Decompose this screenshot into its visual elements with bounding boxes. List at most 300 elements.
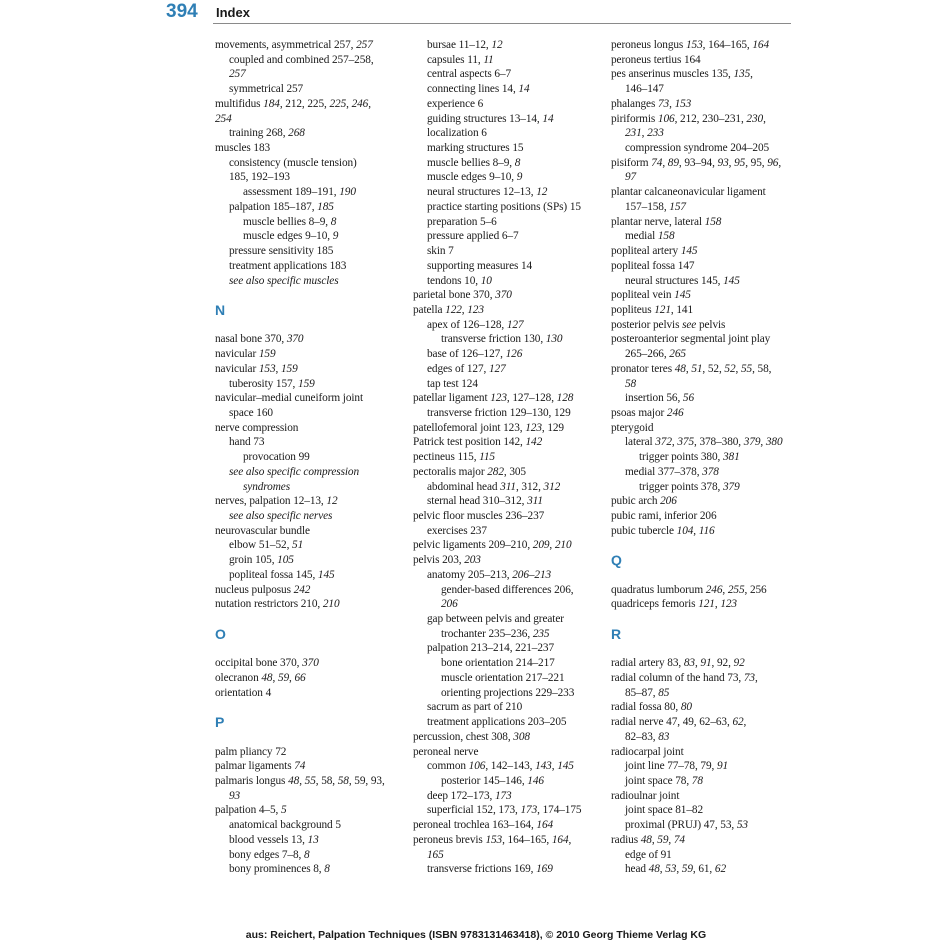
entry-text-italic: 92 [733, 657, 745, 670]
index-entry [611, 112, 796, 127]
entry-text: common [427, 760, 469, 773]
index-subentry [611, 759, 796, 774]
index-subentry [215, 480, 405, 495]
entry-text-italic: 12 [326, 495, 338, 508]
page-number: 394 [166, 1, 198, 22]
index-entry [611, 332, 796, 347]
entry-text: consistency (muscle tension) [229, 156, 357, 169]
index-entry [611, 833, 796, 848]
entry-text: , [461, 303, 468, 316]
entry-text-italic: 246 [666, 406, 684, 419]
entry-text-italic: 308 [513, 730, 530, 743]
entry-text-italic: 12 [536, 186, 548, 199]
index-subentry [413, 53, 603, 68]
index-subentry [413, 759, 603, 774]
entry-text: training 268, [229, 127, 289, 140]
entry-text-italic: 173 [520, 804, 538, 817]
entry-text-italic: 106 [657, 112, 675, 125]
entry-text: muscle bellies 8–9, [427, 156, 515, 169]
entry-text: joint line 77–78, 79, [625, 760, 717, 773]
entry-text: pelvis [696, 318, 726, 331]
index-entry [611, 362, 796, 377]
entry-text-italic: 209 [532, 539, 550, 552]
entry-text: base of 126–127, [427, 348, 506, 361]
entry-text-italic: see also specific nerves [229, 510, 333, 522]
entry-text: , [750, 68, 753, 81]
index-subentry [215, 259, 405, 274]
index-subentry [413, 524, 603, 539]
entry-text: palmar ligaments [215, 760, 295, 773]
entry-text: , [668, 833, 674, 846]
index-subentry [611, 803, 796, 818]
entry-text-italic: 123 [467, 303, 484, 316]
index-subentry [215, 170, 405, 185]
entry-text-italic: 127 [488, 362, 506, 375]
entry-text: , 52, [702, 362, 725, 375]
entry-text: popliteal fossa 145, [229, 568, 318, 581]
index-subentry [413, 318, 603, 333]
entry-text: gender-based differences 206, [441, 583, 574, 596]
entry-text-italic: 14 [542, 112, 554, 125]
entry-text-italic: 157 [669, 200, 686, 213]
entry-text-italic: 153 [485, 833, 503, 846]
entry-text: , [685, 362, 692, 375]
index-entry [611, 156, 796, 171]
index-entry [413, 509, 603, 524]
entry-text: , 305 [503, 465, 526, 478]
entry-text: , [272, 671, 278, 684]
entry-text-italic: 311 [500, 480, 516, 493]
entry-text: groin 105, [229, 554, 278, 567]
entry-text: transverse friction 130, [441, 333, 546, 346]
entry-text-italic: 93 [229, 789, 241, 802]
index-subentry [611, 377, 796, 392]
entry-text: navicular [215, 348, 259, 361]
index-entry [611, 745, 796, 760]
index-subentry [611, 862, 796, 877]
index-entry [413, 730, 603, 745]
entry-text: , 58, [315, 774, 338, 787]
index-subentry [215, 848, 405, 863]
entry-text: popliteal vein [611, 289, 675, 302]
entry-text: deep 172–173, [427, 789, 495, 802]
entry-text: palpation 185–187, [229, 200, 318, 213]
entry-text-italic: 97 [625, 171, 637, 184]
entry-text-italic: 311 [527, 495, 543, 508]
index-subentry [413, 700, 603, 715]
entry-text-italic: 242 [293, 583, 311, 596]
entry-text: muscle bellies 8–9, [243, 215, 331, 228]
index-entry [413, 391, 603, 406]
entry-text: , 312, [515, 480, 544, 493]
index-entry [413, 421, 603, 436]
index-entry [413, 538, 603, 553]
index-subentry [215, 538, 405, 553]
entry-text-italic: 121 [654, 303, 671, 316]
entry-text-italic: 158 [657, 230, 675, 243]
entry-text: occipital bone 370, [215, 657, 303, 670]
index-entry [215, 745, 405, 760]
index-subentry [215, 244, 405, 259]
index-entry [611, 700, 796, 715]
index-entry [413, 288, 603, 303]
entry-text: piriformis [611, 112, 658, 125]
index-entry [611, 244, 796, 259]
index-subentry [215, 126, 405, 141]
entry-text-italic: 145 [557, 760, 574, 773]
entry-text: palmaris longus [215, 774, 289, 787]
entry-text: guiding structures 13–14, [427, 112, 543, 125]
entry-text-italic: 257 [229, 68, 246, 81]
entry-text: peroneus longus [611, 39, 686, 51]
entry-text-italic: 8 [303, 848, 310, 861]
entry-text-italic: 165 [427, 848, 444, 861]
entry-text-italic: 210 [554, 539, 572, 552]
index-subentry [611, 450, 796, 465]
entry-text-italic: 55 [304, 774, 316, 787]
entry-text-italic: 48 [261, 671, 273, 684]
entry-text: , [299, 774, 305, 787]
entry-text-italic: 85 [658, 686, 670, 699]
entry-text: plantar calcaneonavicular ligament [611, 186, 766, 199]
entry-text: parietal bone 370, [413, 289, 496, 302]
entry-text-italic: 83 [683, 657, 695, 670]
entry-text-italic: 153 [258, 362, 276, 375]
entry-text: pelvis 203, [413, 554, 465, 567]
entry-text-italic: 123 [720, 598, 737, 611]
entry-text: medial 377–378, [625, 465, 703, 478]
entry-text: transverse friction 129–130, 129 [427, 406, 571, 419]
entry-text: , 142–143, [485, 760, 536, 773]
entry-text: pelvic ligaments 209–210, [413, 539, 533, 552]
index-subentry [215, 274, 405, 289]
index-subentry [413, 170, 603, 185]
entry-text: , [568, 833, 572, 846]
entry-text-italic: see also specific compression [229, 465, 360, 478]
entry-text: palpation 4–5, [215, 804, 281, 817]
index-subentry [413, 627, 603, 642]
entry-text-italic: 265 [669, 348, 686, 361]
index-entry [215, 38, 405, 53]
entry-text: plantar nerve, lateral [611, 215, 705, 228]
entry-text: trigger points 380, [639, 451, 723, 464]
entry-text-italic: 158 [704, 215, 722, 228]
entry-text-italic: 13 [307, 833, 319, 846]
entry-text: pectineus 115, [413, 451, 480, 464]
entry-text: proximal (PRUJ) 47, 53, [625, 819, 737, 832]
entry-text-italic: 246 [705, 583, 723, 596]
entry-text-italic: 5 [280, 804, 287, 817]
entry-text: treatment applications 203–205 [427, 716, 567, 729]
entry-text: orienting projections 229–233 [441, 686, 575, 699]
index-entry [215, 141, 405, 156]
index-entry [215, 524, 405, 539]
entry-text: radial artery 83, [611, 657, 684, 670]
entry-text: skin 7 [427, 245, 454, 258]
entry-text-italic: see also specific muscles [229, 274, 339, 287]
entry-text: , [754, 671, 758, 684]
entry-text-italic: 130 [545, 333, 563, 346]
entry-text: navicular–medial cuneiform joint [215, 392, 364, 405]
entry-text: pectoralis major [413, 465, 488, 478]
index-subentry [611, 126, 796, 141]
entry-text-italic: 184 [263, 97, 280, 110]
index-entry [215, 421, 405, 436]
entry-text-italic: 91 [700, 657, 712, 670]
entry-text-italic: 153 [674, 97, 692, 110]
index-subentry [611, 848, 796, 863]
entry-text-italic: 74 [294, 760, 306, 773]
index-subentry [215, 568, 405, 583]
section-letter-r: R [611, 626, 622, 643]
index-subentry [611, 730, 796, 745]
entry-text: practice starting positions (SPs) 15 [427, 200, 581, 213]
entry-text: localization 6 [427, 127, 487, 140]
entry-text-italic: 375 [677, 436, 695, 449]
entry-text: neural structures 12–13, [427, 186, 537, 199]
entry-text: patella [413, 303, 446, 316]
entry-text: , 92, [711, 657, 734, 670]
index-subentry [413, 200, 603, 215]
index-entry [611, 715, 796, 730]
index-column-3 [611, 38, 796, 877]
index-subentry [413, 612, 603, 627]
index-subentry [215, 435, 405, 450]
index-entry [215, 332, 405, 347]
index-subentry [611, 200, 796, 215]
entry-text: , 378–380, [694, 436, 744, 449]
index-entry [413, 303, 603, 318]
entry-text: , [671, 436, 678, 449]
entry-text-italic: 135 [733, 68, 751, 81]
entry-text: medial [625, 230, 658, 243]
entry-text: 185, 192–193 [229, 171, 290, 184]
entry-text: , 59, 93, [348, 774, 385, 787]
entry-text-italic: 123 [525, 421, 542, 434]
entry-text: , 141 [670, 303, 694, 316]
entry-text: navicular [215, 362, 259, 375]
entry-text: , 164–165, [702, 39, 753, 51]
index-subentry [413, 671, 603, 686]
entry-text-italic: 370 [286, 333, 304, 346]
entry-text: , 212, 230–231, [674, 112, 747, 125]
index-subentry [611, 480, 796, 495]
entry-text: space 160 [229, 406, 273, 419]
entry-text: nasal bone 370, [215, 333, 287, 346]
entry-text: multifidus [215, 97, 264, 110]
entry-text: gap between pelvis and greater [427, 613, 564, 626]
entry-text-italic: 12 [491, 39, 503, 51]
entry-text-italic: 115 [479, 451, 495, 464]
entry-text-italic: 48 [288, 774, 300, 787]
index-subentry [413, 126, 603, 141]
entry-text-italic: 203 [464, 554, 481, 567]
entry-text: pubic tubercle [611, 524, 677, 537]
entry-text: connecting lines 14, [427, 83, 519, 96]
entry-text: radial column of the hand 73, [611, 671, 744, 684]
entry-text: 85–87, [625, 686, 659, 699]
entry-text: elbow 51–52, [229, 539, 293, 552]
entry-text-italic: 370 [495, 289, 512, 302]
entry-text: radial fossa 80, [611, 701, 681, 714]
entry-text: , [346, 97, 352, 110]
index-entry [215, 774, 405, 789]
index-subentry [215, 67, 405, 82]
entry-text: radioulnar joint [611, 789, 680, 802]
entry-text-italic: 51 [691, 362, 703, 375]
entry-text: , 93–94, [678, 156, 718, 169]
index-entry [611, 185, 796, 200]
index-subentry [413, 597, 603, 612]
entry-text: trigger points 378, [639, 480, 723, 493]
entry-text: patellar ligament [413, 392, 491, 405]
entry-text-italic: 142 [525, 436, 543, 449]
index-subentry [611, 141, 796, 156]
entry-text-italic: 96 [767, 156, 779, 169]
entry-text-italic: 62 [714, 863, 726, 876]
entry-text-italic: 257 [356, 39, 373, 51]
index-subentry [413, 848, 603, 863]
index-subentry [413, 715, 603, 730]
entry-text-italic: 66 [294, 671, 306, 684]
index-subentry [611, 686, 796, 701]
index-entry [611, 303, 796, 318]
entry-text: joint space 78, [625, 774, 692, 787]
entry-text-italic: 78 [691, 774, 703, 787]
index-subentry [215, 200, 405, 215]
entry-text-italic: 9 [516, 171, 523, 184]
entry-text: posterior 145–146, [441, 774, 528, 787]
entry-text-italic: 14 [518, 83, 530, 96]
entry-text-italic: 380 [765, 436, 783, 449]
index-subentry [413, 686, 603, 701]
index-subentry [215, 229, 405, 244]
entry-text: insertion 56, [625, 392, 683, 405]
entry-text-italic: 173 [494, 789, 512, 802]
index-subentry [611, 170, 796, 185]
entry-text-italic: 370 [302, 657, 319, 670]
index-entry [611, 656, 796, 671]
entry-text: , [549, 539, 555, 552]
entry-text-italic: 62 [732, 716, 744, 729]
entry-text-italic: 372 [655, 436, 672, 449]
index-subentry [215, 53, 405, 68]
entry-text: nutation restrictors 210, [215, 598, 323, 611]
index-entry [215, 686, 405, 701]
index-entry [413, 745, 603, 760]
entry-text-italic: 146 [527, 774, 544, 787]
entry-text: edges of 127, [427, 362, 489, 375]
entry-text-italic: 74 [673, 833, 685, 846]
index-subentry [215, 862, 405, 877]
entry-text-italic: 73 [743, 671, 755, 684]
entry-text-italic: 122 [445, 303, 462, 316]
entry-text-italic: 312 [543, 480, 561, 493]
entry-text: radial nerve 47, 49, 62–63, [611, 716, 733, 729]
index-subentry [413, 185, 603, 200]
entry-text: sternal head 310–312, [427, 495, 528, 508]
entry-text: peroneus tertius 164 [611, 53, 701, 66]
index-subentry [413, 641, 603, 656]
entry-text-italic: 80 [680, 701, 692, 714]
entry-text-italic: 169 [536, 863, 553, 876]
entry-text: nerve compression [215, 421, 299, 434]
index-entry [611, 53, 796, 68]
entry-text: nerves, palpation 12–13, [215, 495, 327, 508]
entry-text: trochanter 235–236, [441, 627, 533, 640]
index-subentry [611, 465, 796, 480]
entry-text: , [743, 716, 747, 729]
entry-text-italic: 95 [734, 156, 746, 169]
index-subentry [611, 391, 796, 406]
index-entry [413, 818, 603, 833]
entry-text: Patrick test position 142, [413, 436, 526, 449]
entry-text: hand 73 [229, 436, 265, 449]
entry-text: , 58, [752, 362, 772, 375]
entry-text: , 61, [692, 863, 715, 876]
index-entry [215, 494, 405, 509]
entry-text-italic: 185 [317, 200, 334, 213]
entry-text-italic: 8 [330, 215, 337, 228]
entry-text-italic: 56 [682, 392, 695, 405]
index-entry [215, 362, 405, 377]
index-subentry [215, 789, 405, 804]
entry-text: abdominal head [427, 480, 501, 493]
index-subentry [611, 347, 796, 362]
entry-text-italic: 206–213 [512, 568, 552, 581]
index-entry [611, 671, 796, 686]
running-head: Index [216, 5, 250, 20]
entry-text-italic: 233 [647, 127, 664, 140]
index-subentry [413, 97, 603, 112]
index-entry [611, 789, 796, 804]
index-subentry [611, 274, 796, 289]
entry-text-italic: 59 [657, 833, 669, 846]
entry-text: quadriceps femoris [611, 598, 699, 611]
entry-text-italic: 11 [483, 53, 494, 66]
entry-text: , [669, 97, 675, 110]
entry-text-italic: 235 [532, 627, 550, 640]
entry-text: nucleus pulposus [215, 583, 294, 596]
index-entry [215, 391, 405, 406]
entry-text: 82–83, [625, 730, 659, 743]
entry-text-italic: 116 [698, 524, 715, 537]
entry-text: palm pliancy 72 [215, 745, 287, 758]
index-entry [215, 803, 405, 818]
entry-text: psoas major [611, 406, 667, 419]
entry-text: neural structures 145, [625, 274, 724, 287]
entry-text: pressure applied 6–7 [427, 230, 519, 243]
entry-text: pronator teres [611, 362, 675, 375]
index-subentry [413, 480, 603, 495]
entry-text-italic: see [682, 318, 697, 331]
index-subentry [215, 185, 405, 200]
entry-text-italic: 74 [651, 156, 663, 169]
entry-text: assessment 189–191, [243, 186, 340, 199]
index-entry [215, 97, 405, 112]
index-entry [611, 509, 796, 524]
entry-text: 146–147 [625, 83, 664, 96]
index-subentry [215, 465, 405, 480]
entry-text: quadratus lumborum [611, 583, 706, 596]
index-subentry [413, 568, 603, 583]
entry-text: pubic rami, inferior 206 [611, 510, 717, 522]
entry-text: , [722, 583, 728, 596]
entry-text: edge of 91 [625, 848, 672, 861]
index-subentry [215, 450, 405, 465]
entry-text-italic: 48 [674, 362, 686, 375]
entry-text: , [289, 671, 295, 684]
